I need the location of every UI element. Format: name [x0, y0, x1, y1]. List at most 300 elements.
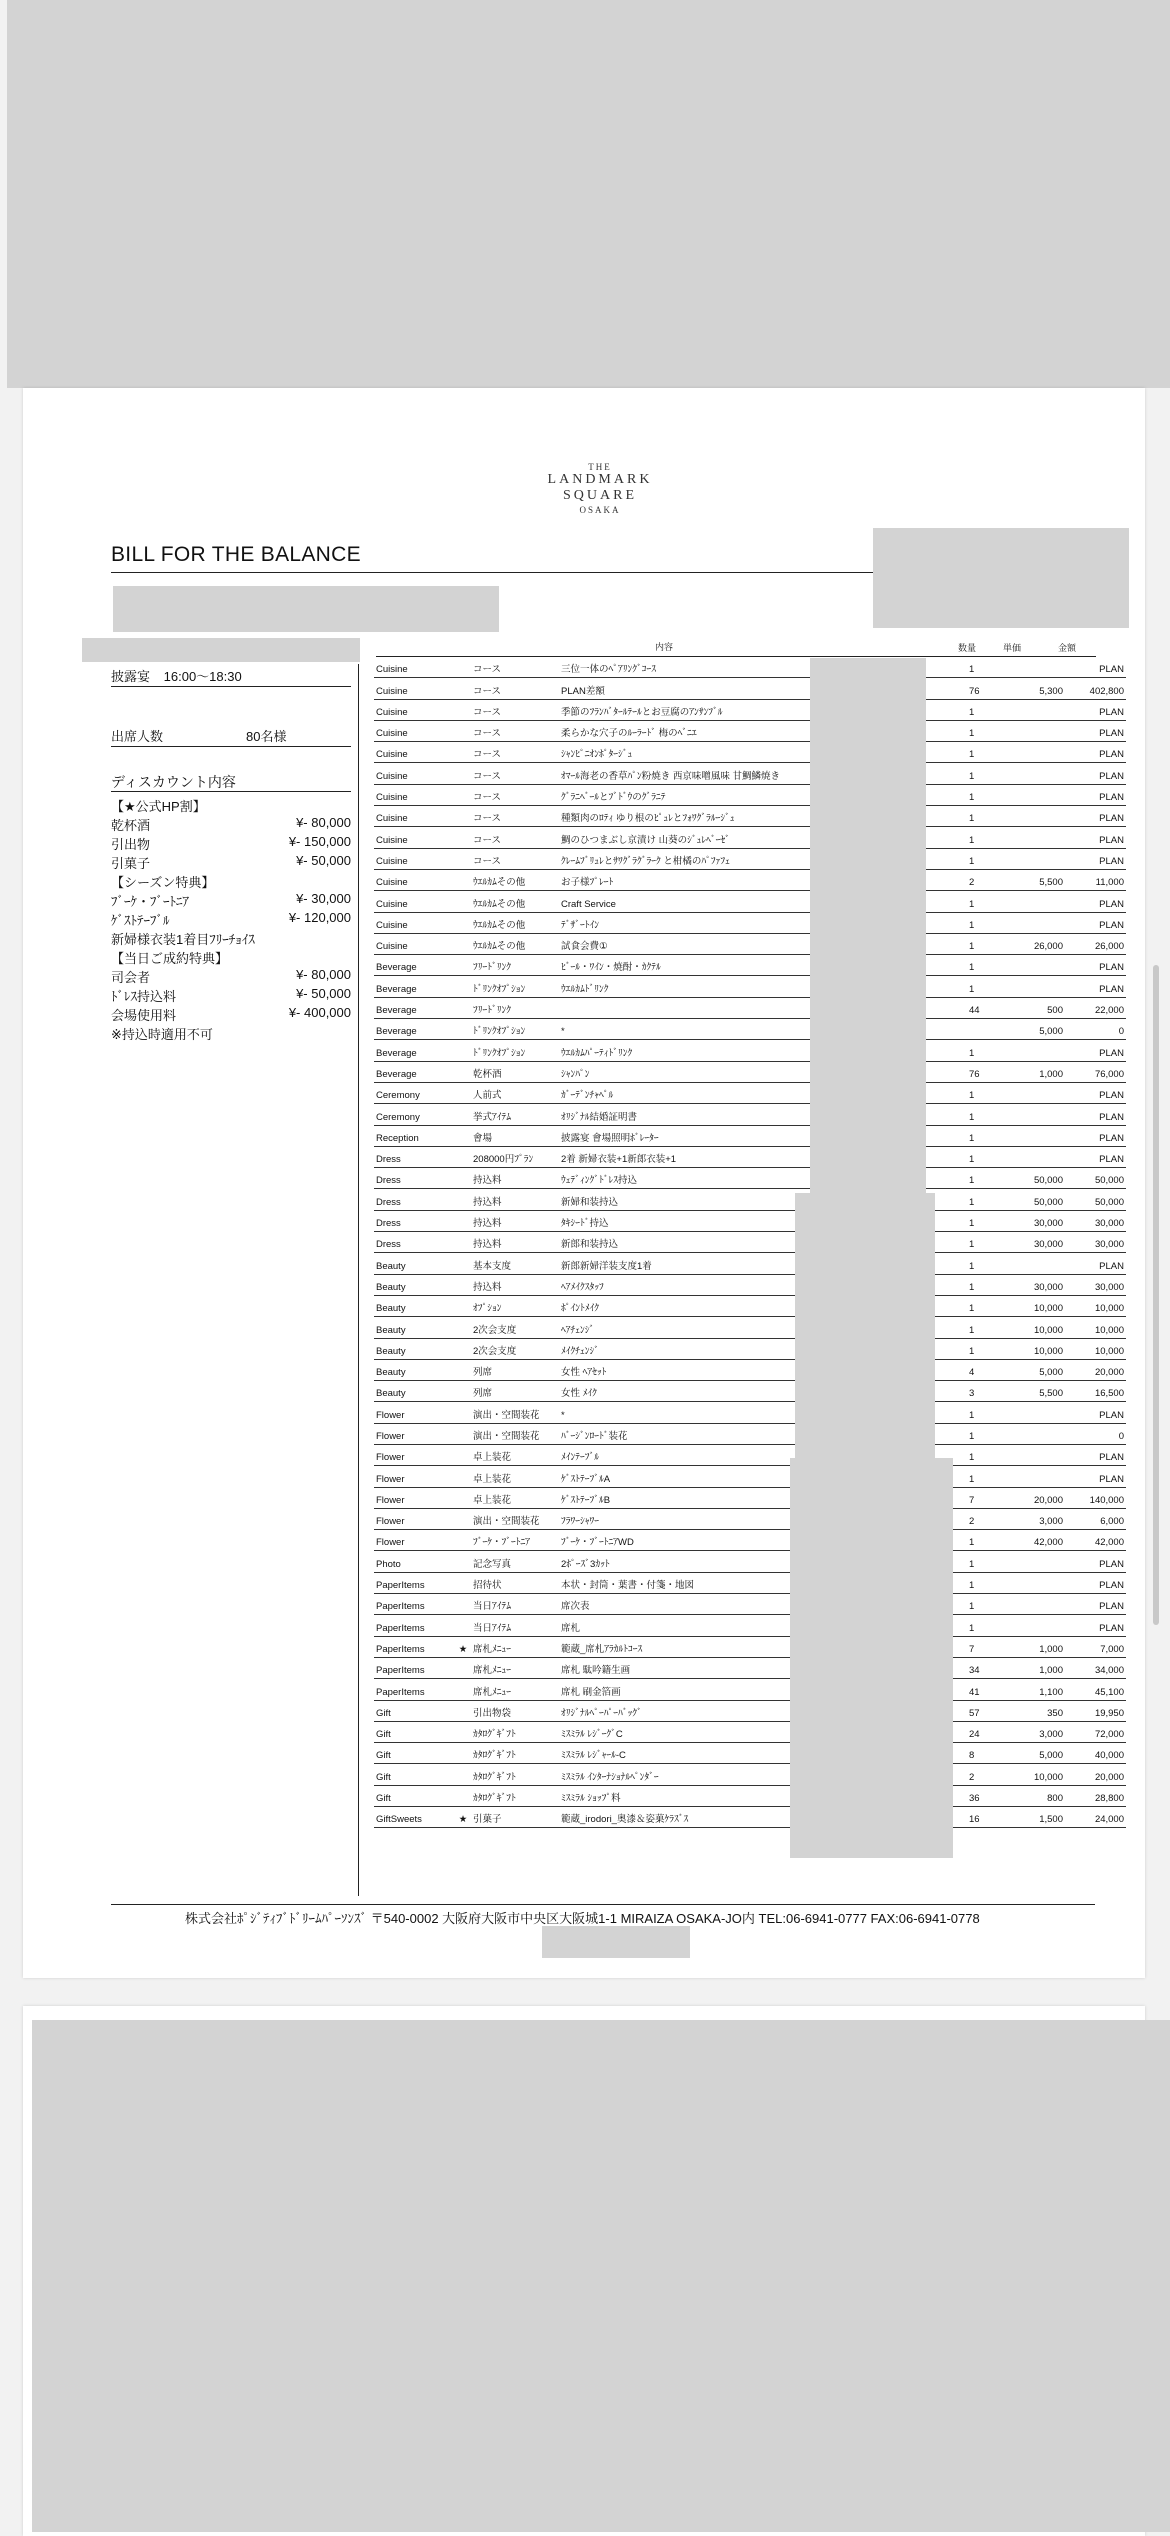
cell-cat: Reception	[374, 1125, 455, 1146]
cell-desc: ﾌﾞｰｹ・ﾌﾞｰﾄﾆｱWD	[559, 1530, 833, 1551]
cell-amt: PLAN	[1065, 1594, 1126, 1615]
cell-sub: コース	[471, 784, 559, 805]
cell-amt: 19,950	[1065, 1700, 1126, 1721]
discount-label: 【当日ご成約特典】	[111, 951, 229, 966]
cell-unit	[1011, 1572, 1065, 1593]
cell-unit: 3,000	[1011, 1508, 1065, 1529]
cell-amt: PLAN	[1065, 806, 1126, 827]
cell-mark	[455, 1338, 471, 1359]
cell-sub: ｳｴﾙｶﾑその他	[471, 933, 559, 954]
cell-unit: 42,000	[1011, 1530, 1065, 1551]
discount-row	[111, 891, 351, 910]
cell-cat: Dress	[374, 1168, 455, 1189]
redacted-column-2	[795, 1193, 935, 1458]
cell-desc: ｶﾞｰﾃﾞﾝﾁｬﾍﾟﾙ	[559, 1082, 833, 1103]
table-row	[374, 1508, 1126, 1529]
cell-mark	[455, 1444, 471, 1465]
cell-unit: 10,000	[1011, 1338, 1065, 1359]
footer-rule	[111, 1904, 1095, 1905]
cell-qty: 36	[967, 1785, 1011, 1806]
cell-sub: 演出・空間装花	[471, 1423, 559, 1444]
redacted-box-left	[113, 586, 499, 632]
cell-mark	[455, 1168, 471, 1189]
discount-label: 【シーズン特典】	[111, 875, 215, 890]
table-row	[374, 869, 1126, 890]
cell-desc: ｹﾞｽﾄﾃｰﾌﾞﾙA	[559, 1466, 833, 1487]
cell-qty: 1	[967, 763, 1011, 784]
cell-sub: コース	[471, 763, 559, 784]
cell-sub: 持込料	[471, 1274, 559, 1295]
cell-unit: 10,000	[1011, 1295, 1065, 1316]
cell-cat: PaperItems	[374, 1594, 455, 1615]
cell-sub: 人前式	[471, 1082, 559, 1103]
cell-desc: ﾒｲｸﾁｪﾝｼﾞ	[559, 1338, 833, 1359]
header-content: 内容	[655, 642, 674, 652]
cell-cat: PaperItems	[374, 1657, 455, 1678]
discount-value: ¥- 400,000	[288, 1005, 351, 1020]
discount-row	[111, 986, 351, 1005]
cell-sub: ﾄﾞﾘﾝｸｵﾌﾟｼｮﾝ	[471, 1040, 559, 1061]
cell-desc: ﾃﾞｻﾞｰﾄｲﾝ	[559, 912, 833, 933]
cell-cat: Cuisine	[374, 827, 455, 848]
cell-desc: ｳｴﾙｶﾑﾄﾞﾘﾝｸ	[559, 976, 833, 997]
cell-qty: 1	[967, 1232, 1011, 1253]
cell-amt: PLAN	[1065, 891, 1126, 912]
cell-mark	[455, 1423, 471, 1444]
cell-qty: 1	[967, 1104, 1011, 1125]
cell-desc: お子様ﾌﾟﾚｰﾄ	[559, 869, 833, 890]
cell-amt: 72,000	[1065, 1721, 1126, 1742]
cell-cat: Flower	[374, 1530, 455, 1551]
cell-sub: コース	[471, 848, 559, 869]
scrollbar-thumb[interactable]	[1153, 965, 1159, 1625]
cell-amt: PLAN	[1065, 955, 1126, 976]
cell-unit: 1,000	[1011, 1636, 1065, 1657]
cell-unit: 5,000	[1011, 1019, 1065, 1040]
cell-mark	[455, 1295, 471, 1316]
cell-unit: 30,000	[1011, 1232, 1065, 1253]
cell-qty: 1	[967, 1146, 1011, 1167]
cell-mark	[455, 1487, 471, 1508]
cell-mark	[455, 1764, 471, 1785]
cell-desc: 女性 ﾒｲｸ	[559, 1381, 833, 1402]
redacted-box-right	[873, 528, 1129, 628]
cell-qty: 1	[967, 1189, 1011, 1210]
cell-unit	[1011, 1104, 1065, 1125]
table-row	[374, 976, 1126, 997]
cell-qty: 1	[967, 933, 1011, 954]
cell-sub: 2次会支度	[471, 1338, 559, 1359]
cell-qty	[967, 1019, 1011, 1040]
cell-cat: PaperItems	[374, 1615, 455, 1636]
cell-mark: ★	[455, 1636, 471, 1657]
cell-desc: ｸﾞﾗﾆﾍﾞｰﾙとﾌﾞﾄﾞｳのｸﾞﾗﾆﾃ	[559, 784, 833, 805]
cell-desc: ｵﾏｰﾙ海老の香草ﾊﾟﾝ粉焼き 西京味噌風味 甘鯛鱗焼き	[559, 763, 833, 784]
cell-sub: 演出・空間装花	[471, 1402, 559, 1423]
table-row	[374, 1423, 1126, 1444]
cell-mark	[455, 1040, 471, 1061]
cell-qty: 76	[967, 678, 1011, 699]
cell-amt: PLAN	[1065, 976, 1126, 997]
cell-mark	[455, 1104, 471, 1125]
cell-qty: 1	[967, 848, 1011, 869]
cell-amt: 45,100	[1065, 1679, 1126, 1700]
cell-desc: *	[559, 1402, 833, 1423]
cell-mark	[455, 912, 471, 933]
cell-unit: 20,000	[1011, 1487, 1065, 1508]
cell-unit: 10,000	[1011, 1317, 1065, 1338]
cell-sub: ｵﾌﾟｼｮﾝ	[471, 1295, 559, 1316]
table-row	[374, 1657, 1126, 1678]
cell-mark	[455, 742, 471, 763]
table-row	[374, 1743, 1126, 1764]
cell-unit: 30,000	[1011, 1210, 1065, 1231]
table-row	[374, 1168, 1126, 1189]
cell-mark	[455, 1146, 471, 1167]
cell-desc: ｳｪﾃﾞｨﾝｸﾞﾄﾞﾚｽ持込	[559, 1168, 833, 1189]
cell-unit	[1011, 1253, 1065, 1274]
cell-qty: 1	[967, 784, 1011, 805]
cell-amt: PLAN	[1065, 720, 1126, 741]
cell-sub: ﾄﾞﾘﾝｸｵﾌﾟｼｮﾝ	[471, 976, 559, 997]
cell-cat: Beverage	[374, 955, 455, 976]
cell-desc: 柔らかな穴子のﾙｰﾗｰﾄﾞ 梅のﾍﾞﾆｴ	[559, 720, 833, 741]
cell-unit: 50,000	[1011, 1189, 1065, 1210]
table-row	[374, 1338, 1126, 1359]
cell-desc: 新婦和装持込	[559, 1189, 833, 1210]
cell-mark	[455, 1615, 471, 1636]
cell-cat: PaperItems	[374, 1572, 455, 1593]
cell-cat: Dress	[374, 1146, 455, 1167]
cell-amt: 50,000	[1065, 1189, 1126, 1210]
cell-amt: PLAN	[1065, 1104, 1126, 1125]
table-row	[374, 1146, 1126, 1167]
cell-sub: 当日ｱｲﾃﾑ	[471, 1594, 559, 1615]
cell-cat: Cuisine	[374, 720, 455, 741]
table-row	[374, 1061, 1126, 1082]
cell-desc: 本状・封筒・葉書・付箋・地図	[559, 1572, 833, 1593]
cell-cat: Cuisine	[374, 869, 455, 890]
cell-qty: 44	[967, 997, 1011, 1018]
cell-unit	[1011, 720, 1065, 741]
logo-line-1: THE	[588, 462, 612, 472]
cell-sub: ｳｴﾙｶﾑその他	[471, 912, 559, 933]
cell-cat: PaperItems	[374, 1636, 455, 1657]
cell-mark	[455, 933, 471, 954]
cell-cat: Beverage	[374, 976, 455, 997]
cell-qty: 41	[967, 1679, 1011, 1700]
cell-qty: 24	[967, 1721, 1011, 1742]
table-row	[374, 678, 1126, 699]
cell-qty: 1	[967, 1444, 1011, 1465]
cell-cat: Photo	[374, 1551, 455, 1572]
cell-unit: 350	[1011, 1700, 1065, 1721]
cell-cat: Cuisine	[374, 912, 455, 933]
cell-desc: ｹﾞｽﾄﾃｰﾌﾞﾙB	[559, 1487, 833, 1508]
cell-sub: 挙式ｱｲﾃﾑ	[471, 1104, 559, 1125]
cell-amt: PLAN	[1065, 1253, 1126, 1274]
discount-label: ※持込時適用不可	[111, 1027, 213, 1042]
cell-sub: コース	[471, 720, 559, 741]
cell-amt: PLAN	[1065, 1444, 1126, 1465]
cell-unit	[1011, 891, 1065, 912]
cell-amt: PLAN	[1065, 784, 1126, 805]
cell-desc: ｵﾘｼﾞﾅﾙ結婚証明書	[559, 1104, 833, 1125]
table-row	[374, 1764, 1126, 1785]
reception-label: 披露宴	[111, 669, 151, 684]
left-summary-panel	[111, 664, 351, 1064]
table-row	[374, 1572, 1126, 1593]
cell-amt: PLAN	[1065, 1146, 1126, 1167]
cell-cat: Cuisine	[374, 742, 455, 763]
cell-desc: 披露宴 會場照明ﾎﾞﾚｰﾀｰ	[559, 1125, 833, 1146]
cell-cat: Beverage	[374, 1061, 455, 1082]
cell-mark	[455, 1572, 471, 1593]
logo-line-3: SQUARE	[562, 488, 637, 504]
cell-cat: Dress	[374, 1189, 455, 1210]
cell-amt: 20,000	[1065, 1764, 1126, 1785]
cell-qty: 1	[967, 1125, 1011, 1146]
cell-cat: Beauty	[374, 1317, 455, 1338]
cell-sub: コース	[471, 806, 559, 827]
cell-desc: 席札 駄吟籍生画	[559, 1657, 833, 1678]
cell-mark	[455, 955, 471, 976]
cell-mark	[455, 976, 471, 997]
redacted-bottom-area	[32, 2020, 1170, 2532]
cell-sub: ｳｴﾙｶﾑその他	[471, 891, 559, 912]
table-row	[374, 1807, 1126, 1828]
cell-unit	[1011, 1402, 1065, 1423]
cell-desc: 新郎新婦洋装支度1着	[559, 1253, 833, 1274]
cell-amt: PLAN	[1065, 827, 1126, 848]
cell-sub: 卓上装花	[471, 1444, 559, 1465]
cell-amt: PLAN	[1065, 763, 1126, 784]
discount-label: ﾌﾞｰｹ・ﾌﾞｰﾄﾆｱ	[111, 894, 190, 909]
discount-value: ¥- 50,000	[296, 853, 351, 868]
table-row	[374, 1295, 1126, 1316]
cell-desc: ｼｬﾝﾋﾟﾆｵﾝﾎﾟﾀｰｼﾞｭ	[559, 742, 833, 763]
cell-unit	[1011, 1125, 1065, 1146]
cell-qty: 7	[967, 1636, 1011, 1657]
discount-label: ｹﾞｽﾄﾃｰﾌﾞﾙ	[111, 913, 170, 928]
cell-desc: 席次表	[559, 1594, 833, 1615]
cell-desc: 試食会費①	[559, 933, 833, 954]
cell-unit	[1011, 827, 1065, 848]
discount-row	[111, 1024, 351, 1043]
cell-qty: 57	[967, 1700, 1011, 1721]
cell-cat: Cuisine	[374, 657, 455, 678]
cell-cat: Cuisine	[374, 848, 455, 869]
cell-sub: 持込料	[471, 1189, 559, 1210]
cell-cat: Flower	[374, 1508, 455, 1529]
cell-qty: 1	[967, 1253, 1011, 1274]
cell-cat: Flower	[374, 1466, 455, 1487]
cell-mark	[455, 1743, 471, 1764]
table-row	[374, 1402, 1126, 1423]
cell-amt: 10,000	[1065, 1295, 1126, 1316]
cell-desc: *	[559, 1019, 833, 1040]
cell-amt: PLAN	[1065, 657, 1126, 678]
discount-value: ¥- 30,000	[296, 891, 351, 906]
cell-unit	[1011, 1615, 1065, 1636]
cell-desc: 三位一体のﾍﾟｱﾘﾝｸﾞｺｰｽ	[559, 657, 833, 678]
cell-mark	[455, 1551, 471, 1572]
table-row	[374, 1210, 1126, 1231]
cell-qty: 1	[967, 1295, 1011, 1316]
table-row	[374, 742, 1126, 763]
cell-qty: 1	[967, 1274, 1011, 1295]
cell-unit: 5,000	[1011, 1743, 1065, 1764]
cell-sub: コース	[471, 657, 559, 678]
cell-unit	[1011, 976, 1065, 997]
cell-qty: 1	[967, 657, 1011, 678]
cell-unit	[1011, 763, 1065, 784]
cell-mark	[455, 1061, 471, 1082]
cell-desc: ﾐｽﾐﾗﾙ ﾚｼﾞｬｰﾙ-C	[559, 1743, 833, 1764]
discount-label: 【★公式HP割】	[111, 799, 206, 814]
cell-amt: PLAN	[1065, 742, 1126, 763]
table-row	[374, 1466, 1126, 1487]
cell-mark	[455, 1274, 471, 1295]
cell-qty: 1	[967, 720, 1011, 741]
cell-qty: 1	[967, 976, 1011, 997]
table-row	[374, 1253, 1126, 1274]
discount-row	[111, 967, 351, 986]
cell-cat: Cuisine	[374, 763, 455, 784]
cell-amt: PLAN	[1065, 1125, 1126, 1146]
cell-unit	[1011, 784, 1065, 805]
cell-desc: 鯛のひつまぶし京漬け 山葵のｼﾞｭﾚﾍﾞｰｾﾞ	[559, 827, 833, 848]
logo-line-2: LANDMARK	[547, 472, 653, 488]
cell-cat: Gift	[374, 1700, 455, 1721]
cell-desc: ﾀｷｼｰﾄﾞ持込	[559, 1210, 833, 1231]
cell-amt: PLAN	[1065, 1040, 1126, 1061]
cell-sub: 基本支度	[471, 1253, 559, 1274]
cell-unit: 1,000	[1011, 1061, 1065, 1082]
discount-row	[111, 815, 351, 834]
cell-mark	[455, 1657, 471, 1678]
table-row	[374, 1679, 1126, 1700]
cell-unit: 5,300	[1011, 678, 1065, 699]
discount-row	[111, 1005, 351, 1024]
cell-cat: Cuisine	[374, 784, 455, 805]
cell-mark: ★	[455, 1807, 471, 1828]
cell-qty: 1	[967, 1402, 1011, 1423]
cell-desc: ﾐｽﾐﾗﾙ ｼｮｯﾌﾟ料	[559, 1785, 833, 1806]
discount-label: 引菓子	[111, 856, 151, 871]
cell-desc: ﾍｱﾁｪﾝｼﾞ	[559, 1317, 833, 1338]
cell-qty: 1	[967, 912, 1011, 933]
cell-amt: 28,800	[1065, 1785, 1126, 1806]
discount-row	[111, 834, 351, 853]
table-row	[374, 1317, 1126, 1338]
cell-qty: 1	[967, 955, 1011, 976]
cell-cat: Beverage	[374, 1019, 455, 1040]
cell-amt: 0	[1065, 1423, 1126, 1444]
cell-mark	[455, 827, 471, 848]
cell-desc: ｵﾘｼﾞﾅﾙﾍﾟｰﾊﾟｰﾊﾞｯｸﾞ	[559, 1700, 833, 1721]
cell-unit: 26,000	[1011, 933, 1065, 954]
cell-unit: 50,000	[1011, 1168, 1065, 1189]
cell-cat: Gift	[374, 1743, 455, 1764]
cell-cat: Gift	[374, 1721, 455, 1742]
discount-label: 会場使用料	[111, 1008, 177, 1023]
cell-amt: 7,000	[1065, 1636, 1126, 1657]
cell-mark	[455, 1785, 471, 1806]
table-row	[374, 997, 1126, 1018]
cell-qty: 1	[967, 1317, 1011, 1338]
table-row	[374, 1082, 1126, 1103]
cell-desc: 新郎和装持込	[559, 1232, 833, 1253]
table-row	[374, 955, 1126, 976]
cell-unit: 5,500	[1011, 1381, 1065, 1402]
cell-desc: Craft Service	[559, 891, 833, 912]
table-row	[374, 1721, 1126, 1742]
cell-mark	[455, 1508, 471, 1529]
discount-label: 乾杯酒	[111, 818, 151, 833]
discount-row	[111, 872, 351, 891]
cell-sub: 引出物袋	[471, 1700, 559, 1721]
cell-amt: 40,000	[1065, 1743, 1126, 1764]
cell-amt: 50,000	[1065, 1168, 1126, 1189]
cell-desc: PLAN差額	[559, 678, 833, 699]
table-row	[374, 720, 1126, 741]
cell-sub: ｶﾀﾛｸﾞｷﾞﾌﾄ	[471, 1785, 559, 1806]
cell-sub: ｶﾀﾛｸﾞｷﾞﾌﾄ	[471, 1743, 559, 1764]
attendance-value: 80名様	[246, 729, 287, 744]
table-row	[374, 1381, 1126, 1402]
redacted-column-1	[810, 658, 926, 1193]
cell-sub: 卓上装花	[471, 1466, 559, 1487]
attendance-label: 出席人数	[111, 729, 164, 744]
table-row	[374, 1530, 1126, 1551]
venue-logo	[530, 462, 670, 515]
cell-desc: ﾐｽﾐﾗﾙ ｲﾝﾀｰﾅｼｮﾅﾙﾍﾟﾝﾀﾞｰ	[559, 1764, 833, 1785]
discount-value: ¥- 50,000	[296, 986, 351, 1001]
cell-desc: ｳｴﾙｶﾑﾊﾟｰﾃｨﾄﾞﾘﾝｸ	[559, 1040, 833, 1061]
cell-desc: ﾎﾟｲﾝﾄﾒｲｸ	[559, 1295, 833, 1316]
cell-desc: 種類肉のﾛﾃｨ ゆり根のﾋﾟｭﾚとﾌｫﾜｸﾞﾗﾙｰｼﾞｭ	[559, 806, 833, 827]
cell-desc: ｼｬﾝﾊﾟﾝ	[559, 1061, 833, 1082]
cell-unit: 800	[1011, 1785, 1065, 1806]
table-row	[374, 1189, 1126, 1210]
cell-sub: 席札ﾒﾆｭｰ	[471, 1636, 559, 1657]
table-row	[374, 1019, 1126, 1040]
cell-qty: 1	[967, 1168, 1011, 1189]
table-row	[374, 1594, 1126, 1615]
cell-cat: GiftSweets	[374, 1807, 455, 1828]
cell-sub: 乾杯酒	[471, 1061, 559, 1082]
cell-cat: Ceremony	[374, 1082, 455, 1103]
cell-qty: 1	[967, 1594, 1011, 1615]
cell-sub: 持込料	[471, 1232, 559, 1253]
table-row	[374, 827, 1126, 848]
cell-qty: 1	[967, 1551, 1011, 1572]
cell-mark	[455, 1210, 471, 1231]
cell-qty: 3	[967, 1381, 1011, 1402]
cell-unit	[1011, 912, 1065, 933]
cell-unit	[1011, 657, 1065, 678]
cell-sub: ｶﾀﾛｸﾞｷﾞﾌﾄ	[471, 1721, 559, 1742]
cell-cat: Dress	[374, 1232, 455, 1253]
cell-qty: 16	[967, 1807, 1011, 1828]
cell-cat: Cuisine	[374, 699, 455, 720]
attendance-row	[111, 726, 351, 745]
discount-value: ¥- 80,000	[296, 815, 351, 830]
cell-qty: 1	[967, 1423, 1011, 1444]
cell-unit: 1,000	[1011, 1657, 1065, 1678]
cell-cat: Flower	[374, 1444, 455, 1465]
